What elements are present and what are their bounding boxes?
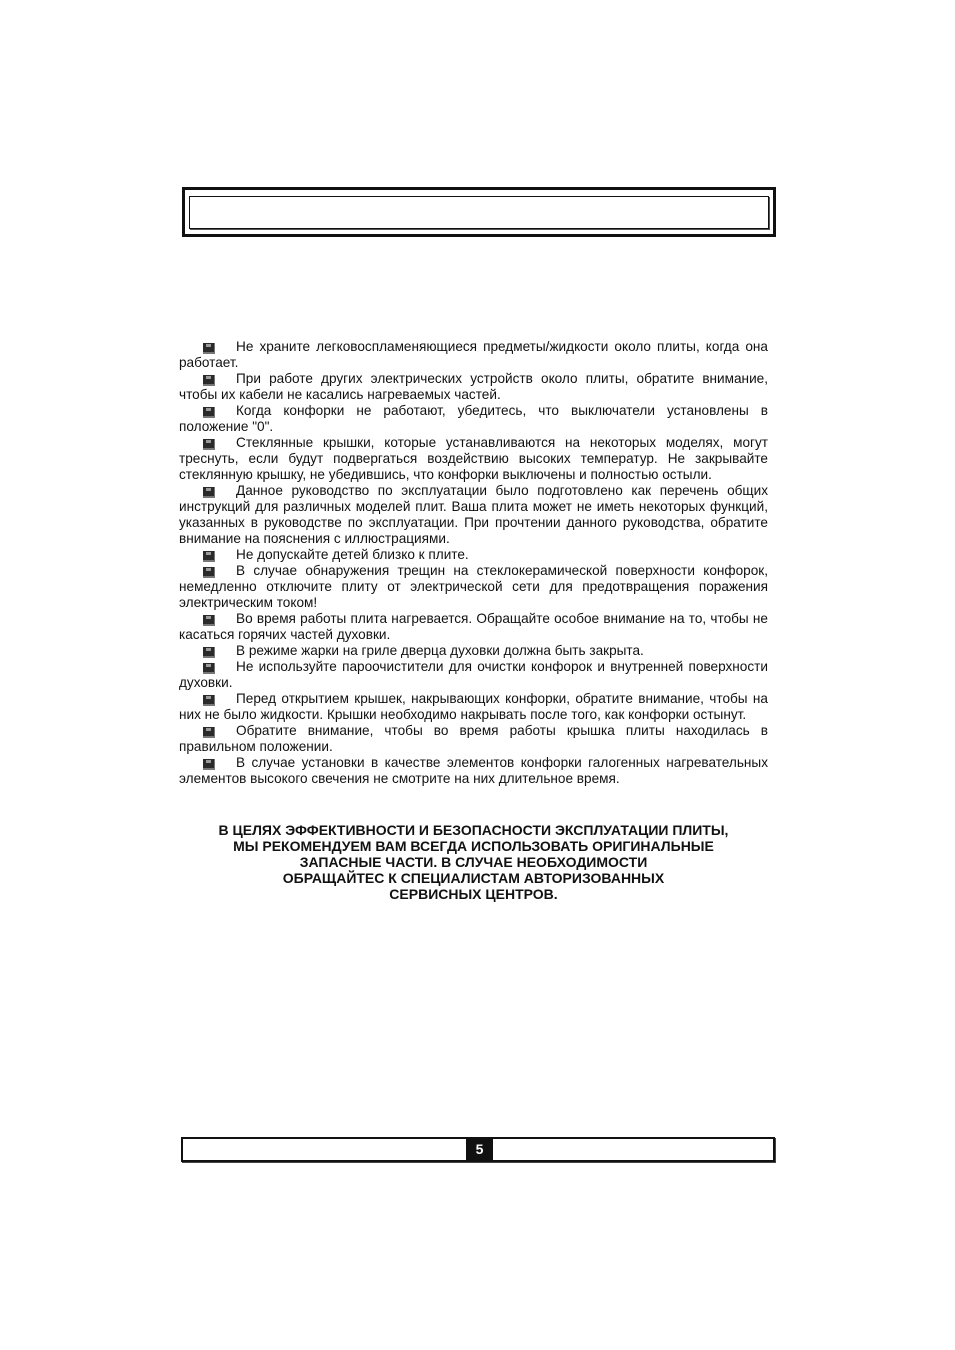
original-parts-notice — [179, 822, 768, 902]
bullet-icon — [203, 567, 215, 578]
list-item: Во время работы плита нагревается. Обращайте особое внимание на то, чтобы не касаться горячих частей духовки. — [179, 611, 768, 642]
notice-line: В ЦЕЛЯХ ЭФФЕКТИВНОСТИ И БЕЗОПАСНОСТИ ЭКСПЛУАТАЦИИ ПЛИТЫ, — [218, 822, 729, 838]
list-item: Обратите внимание, чтобы во время работы крышка плиты находилась в правильном положении. — [179, 723, 768, 754]
header-frame — [182, 187, 776, 237]
list-item: Данное руководство по эксплуатации было подготовлено как перечень общих инструкций для различных моделей плит. Ваша плита может не иметь некоторых функций, указанных в руководстве по эксплуатации. При прочтении данного руководства, обратите внимание на пояснения с иллюстрациями. — [179, 483, 768, 546]
list-item: Не храните легковоспламеняющиеся предметы/жидкости около плиты, когда она работает. — [179, 339, 768, 370]
notice-line: МЫ РЕКОМЕНДУЕМ ВАМ ВСЕГДА ИСПОЛЬЗОВАТЬ ОРИГИНАЛЬНЫЕ — [233, 838, 714, 854]
bullet-icon — [203, 375, 215, 386]
safety-instructions-list — [179, 339, 768, 787]
header-title-box — [189, 196, 769, 229]
list-item: Стеклянные крышки, которые устанавливаются на некоторых моделях, могут треснуть, если будут подвергаться воздействию высоких температур. Не закрывайте стеклянную крышку, не убедившись, что конфорки выключены и полностью остыли. — [179, 435, 768, 482]
list-item: В случае обнаружения трещин на стеклокерамической поверхности конфорок, немедленно отключите плиту от электрической сети для предотвращения поражения электрическим током! — [179, 563, 768, 610]
list-item: При работе других электрических устройств около плиты, обратите внимание, чтобы их кабели не касались нагреваемых частей. — [179, 371, 768, 402]
list-item: Когда конфорки не работают, убедитесь, что выключатели установлены в положение "0". — [179, 403, 768, 434]
footer-bar — [181, 1137, 775, 1162]
bullet-icon — [203, 695, 215, 706]
list-item: В режиме жарки на гриле дверца духовки должна быть закрыта. — [179, 643, 768, 659]
bullet-icon — [203, 487, 215, 498]
bullet-icon — [203, 551, 215, 562]
list-item: Не используйте пароочистители для очистки конфорок и внутренней поверхности духовки. — [179, 659, 768, 690]
bullet-icon — [203, 615, 215, 626]
list-item: Не допускайте детей близко к плите. — [179, 547, 768, 563]
notice-line: ЗАПАСНЫЕ ЧАСТИ. В СЛУЧАЕ НЕОБХОДИМОСТИ — [299, 854, 648, 870]
bullet-icon — [203, 727, 215, 738]
bullet-icon — [203, 343, 215, 354]
notice-line: ОБРАЩАЙТЕС К СПЕЦИАЛИСТАМ АВТОРИЗОВАННЫХ — [282, 870, 665, 886]
notice-line: СЕРВИСНЫХ ЦЕНТРОВ. — [389, 886, 558, 902]
bullet-icon — [203, 759, 215, 770]
bullet-icon — [203, 439, 215, 450]
bullet-icon — [203, 663, 215, 674]
bullet-icon — [203, 407, 215, 418]
bullet-icon — [203, 647, 215, 658]
list-item: В случае установки в качестве элементов конфорки галогенных нагревательных элементов высокого свечения не смотрите на них длительное время. — [179, 755, 768, 786]
page-number: 5 — [466, 1138, 493, 1161]
list-item: Перед открытием крышек, накрывающих конфорки, обратите внимание, чтобы на них не было жидкости. Крышки необходимо накрывать после того, как конфорки остынут. — [179, 691, 768, 722]
